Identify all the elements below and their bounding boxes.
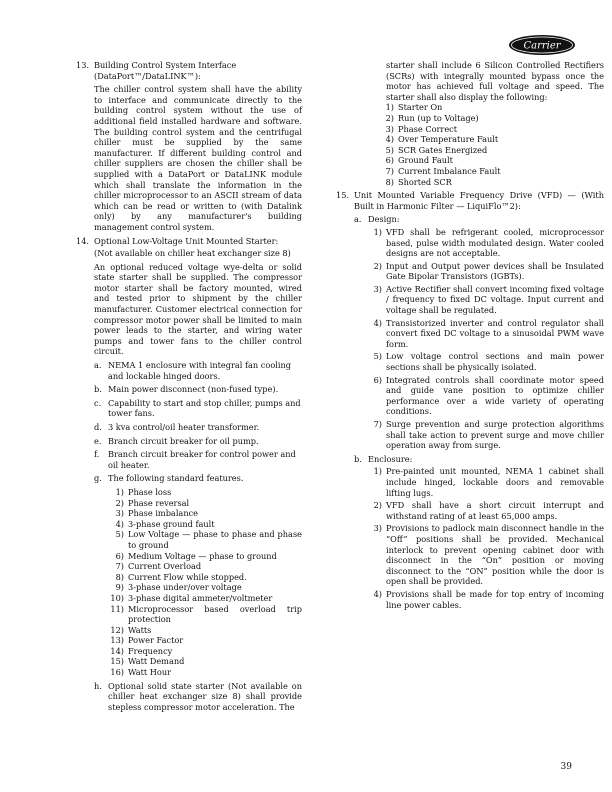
section-14-number: 14. xyxy=(76,235,90,246)
list-item: 7) Surge prevention and surge protection algorithms shall take action to prevent surge and move chiller operation away from surge. xyxy=(373,419,604,451)
section-15-title: Unit Mounted Variable Frequency Drive (VFD) — (With Built in Harmonic Filter — LiquiFlo™2): xyxy=(354,190,604,211)
starter-display-list xyxy=(376,102,604,187)
list-item: a. NEMA 1 enclosure with integral fan cooling and lockable hinged doors. xyxy=(94,360,291,381)
logo-text: Carrier xyxy=(523,40,561,52)
section-14-title: Optional Low-Voltage Unit Mounted Starter: xyxy=(94,235,279,246)
list-item: 3) Provisions to padlock main disconnect handle in the “Off” positions shall be provided. Mechanical interlock to prevent opening cabinet door with disconnect in the “On” position or moving disconnect to the “ON” position while the door is open shall be provided. xyxy=(373,523,604,587)
list-item: 3) Phase imbalance xyxy=(115,508,199,519)
list-item: 10) 3-phase digital ammeter/voltmeter xyxy=(110,592,273,603)
list-item: 9) 3-phase under/over voltage xyxy=(115,582,242,593)
list-item: 8) Current Flow while stopped. xyxy=(115,571,247,582)
design-list xyxy=(364,227,604,451)
standard-features-list xyxy=(106,487,302,678)
list-item: 2) VFD shall have a short circuit interrupt and withstand rating of at least 65,000 amps. xyxy=(373,500,604,521)
list-item: g. The following standard features. xyxy=(94,473,244,484)
carrier-logo xyxy=(508,34,576,56)
list-item: 3) Active Rectifier shall convert incoming fixed voltage / frequency to fixed DC voltage. Input current and voltage shall be regulated. xyxy=(373,283,604,316)
list-item: 14) Frequency xyxy=(110,645,173,656)
section-13-body: The chiller control system shall have the ability to interface and communicate directly to the building control system without the use of additional field installed hardware and software. The building control system and the centrifugal chiller must be supplied by the same manufacturer. If different building control and chiller suppliers are chosen the chiller shall be supplied with a DataPort or DataLINK module which shall translate the information in the chiller microprocessor to an ASCII stream of data which can be read or written to (with Datalink only) by any manufacturer's building management control system. xyxy=(94,84,302,232)
list-item: 6) Integrated controls shall coordinate motor speed and guide vane position to optimize chiller performance over a wide variety of operating conditions. xyxy=(373,374,604,417)
page-number: 39 xyxy=(560,762,572,772)
list-item: 4) Transistorized inverter and control regulator shall convert fixed DC voltage to a sinusoidal PWM wave form. xyxy=(373,317,604,349)
list-item: 6) Medium Voltage — phase to ground xyxy=(115,550,277,561)
section-15 xyxy=(336,190,604,610)
enclosure-list xyxy=(364,466,604,610)
list-item: 5) Low voltage control sections and main power sections shall be physically isolated. xyxy=(373,351,604,373)
design-heading: a. Design: xyxy=(354,214,400,225)
enclosure-heading: b. Enclosure: xyxy=(354,453,413,464)
left-column xyxy=(76,60,302,712)
list-item: 4) Over Temperature Fault xyxy=(385,134,499,145)
list-item: 1) Pre-painted unit mounted, NEMA 1 cabinet shall include hinged, lockable doors and removable lifting lugs. xyxy=(373,466,604,498)
list-item: 13) Power Factor xyxy=(110,635,184,646)
list-item: 12) Watts xyxy=(110,624,152,635)
section-15-number: 15. xyxy=(336,190,350,201)
section-14-note: (Not available on chiller heat exchanger size 8) xyxy=(94,248,291,259)
starter-continuation: starter shall include 6 Silicon Controlled Rectifiers (SCRs) with integrally mounted bypass once the motor has achieved full voltage and speed. The starter shall also display the following: xyxy=(386,60,604,102)
section-13-title: Building Control System Interface (DataPort™/DataLINK™): xyxy=(94,60,237,81)
list-item: c. Capability to start and stop chiller, pumps and tower fans. xyxy=(94,397,301,419)
section-14-items xyxy=(94,360,302,712)
list-item: 6) Ground Fault xyxy=(385,155,453,166)
list-item: b. Main power disconnect (non-fused type). xyxy=(94,384,279,395)
list-item: 5) Low Voltage — phase to phase and phase to ground xyxy=(115,529,302,550)
list-item: 15) Watt Demand xyxy=(110,656,185,667)
list-item: f. Branch circuit breaker for control power and oil heater. xyxy=(94,449,296,470)
list-item: 4) Provisions shall be made for top entry of incoming line power cables. xyxy=(373,588,604,610)
section-14-body: An optional reduced voltage wye-delta or solid state starter shall be supplied. The compressor motor starter shall be factory mounted, wired and tested prior to shipment by the chiller manufacturer. Customer electrical connection for compressor motor power shall be limited to main power leads to the starter, and wiring water pumps and tower fans to the chiller control circuit. xyxy=(94,261,302,357)
list-item: 3) Phase Correct xyxy=(385,123,458,134)
list-item: e. Branch circuit breaker for oil pump. xyxy=(94,435,259,446)
list-item: 7) Current Imbalance Fault xyxy=(385,165,501,176)
section-13 xyxy=(76,60,302,233)
list-item: 11) Microprocessor based overload trip protection xyxy=(110,603,302,625)
list-item: 4) 3-phase ground fault xyxy=(115,518,215,529)
list-item: 2) Input and Output power devices shall be Insulated Gate Bipolar Transistors (IGBTs). xyxy=(373,260,604,282)
list-item: 16) Watt Hour xyxy=(110,667,172,678)
list-item: 7) Current Overload xyxy=(115,561,202,572)
list-item: d. 3 kva control/oil heater transformer. xyxy=(94,422,260,432)
right-column xyxy=(336,60,606,610)
list-item: 1) VFD shall be refrigerant cooled, microprocessor based, pulse width modulated design. Water cooled designs are not acceptable. xyxy=(373,226,604,259)
list-item: 1) Starter On xyxy=(385,102,443,113)
list-item: h. Optional solid state starter (Not available on chiller heat exchanger size 8) shall provide stepless compressor motor acceleration. The xyxy=(94,680,302,712)
list-item: 5) SCR Gates Energized xyxy=(385,144,488,155)
section-13-number: 13. xyxy=(76,60,90,70)
list-item: 2) Phase reversal xyxy=(115,497,190,508)
list-item: 2) Run (up to Voltage) xyxy=(385,112,479,123)
section-14 xyxy=(76,236,302,713)
list-item: 1) Phase loss xyxy=(115,486,172,497)
list-item: 8) Shorted SCR xyxy=(385,176,452,187)
